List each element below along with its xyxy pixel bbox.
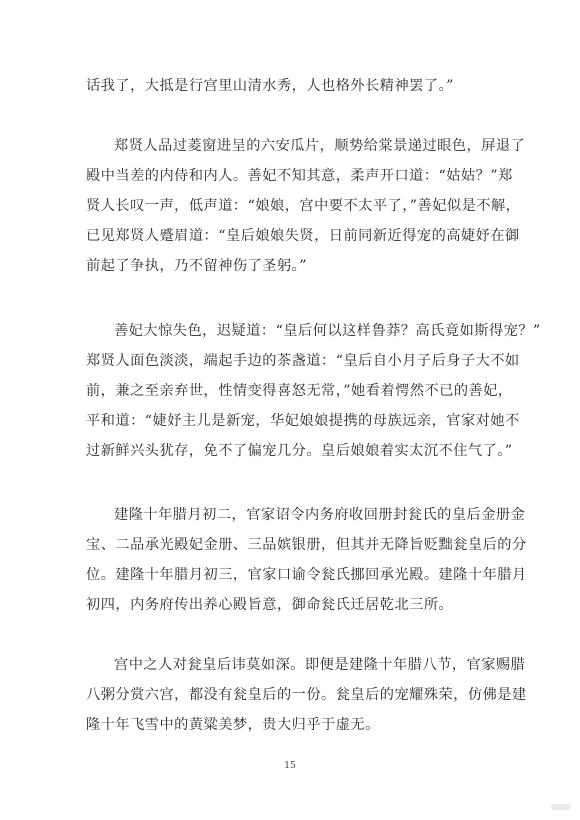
- text-line: 宫中之人对瓮皇后讳莫如深。即便是建隆十年腊八节，官家赐腊: [114, 657, 526, 673]
- text-line: 善妃大惊失色，迟疑道：“皇后何以这样鲁莽？高氏竟如斯得宠？”: [114, 323, 541, 339]
- text-line: 过新鲜兴头犹存，免不了偏宠几分。皇后娘娘着实太沉不住气了。”: [86, 443, 513, 459]
- scan-artifact-icon: [550, 802, 572, 812]
- text-line: 宝、二品承光殿妃金册、三品嫔银册，但其并无降旨贬黜瓮皇后的分: [86, 537, 527, 553]
- text-line: 八粥分赏六宫，都没有瓮皇后的一份。瓮皇后的宠耀殊荣，仿佛是建: [86, 687, 527, 703]
- text-line: 话我了，大抵是行宫里山清水秀，人也格外长精神罢了。”: [86, 78, 454, 94]
- text-line: 前起了争执，乃不留神伤了圣躬。”: [86, 258, 307, 274]
- text-line: 平和道：“婕妤主儿是新宠，华妃娘娘提携的母族远亲，官家对她不: [86, 413, 520, 429]
- text-line: 殿中当差的内侍和内人。善妃不知其意，柔声开口道：“姑姑？”郑: [86, 168, 513, 184]
- paragraph-4: [86, 500, 527, 620]
- text-line: 郑贤人品过菱窗进呈的六安瓜片，顺势给棠景递过眼色，屏退了: [114, 138, 526, 154]
- paragraph-5: [86, 650, 527, 740]
- text-line: 位。建隆十年腊月初三，官家口谕令瓮氏挪回承光殿。建隆十年腊月: [86, 567, 527, 583]
- text-line: 前，兼之至亲弃世，性情变得喜怒无常，”她看着愕然不已的善妃，: [86, 383, 513, 399]
- text-line: 隆十年飞雪中的黄粱美梦，贵大归乎于虚无。: [86, 717, 380, 733]
- text-line: 建隆十年腊月初二，官家诏令内务府收回册封瓮氏的皇后金册金: [114, 507, 526, 523]
- text-line: 贤人长叹一声，低声道：“娘娘，宫中要不太平了，”善妃似是不解，: [86, 198, 521, 214]
- text-line: 初四，内务府传出养心殿旨意，御命瓮氏迁居乾北三所。: [86, 597, 454, 613]
- page-number: 15: [284, 761, 296, 771]
- text-line: 郑贤人面色淡淡，端起手边的茶盏道：“皇后自小月子后身子大不如: [86, 353, 520, 369]
- paragraph-1: [86, 71, 506, 101]
- text-line: 已见郑贤人蹙眉道：“皇后娘娘失贤，日前同新近得宠的高婕妤在御: [86, 228, 520, 244]
- paragraph-3: [86, 316, 541, 466]
- paragraph-2: [86, 131, 526, 281]
